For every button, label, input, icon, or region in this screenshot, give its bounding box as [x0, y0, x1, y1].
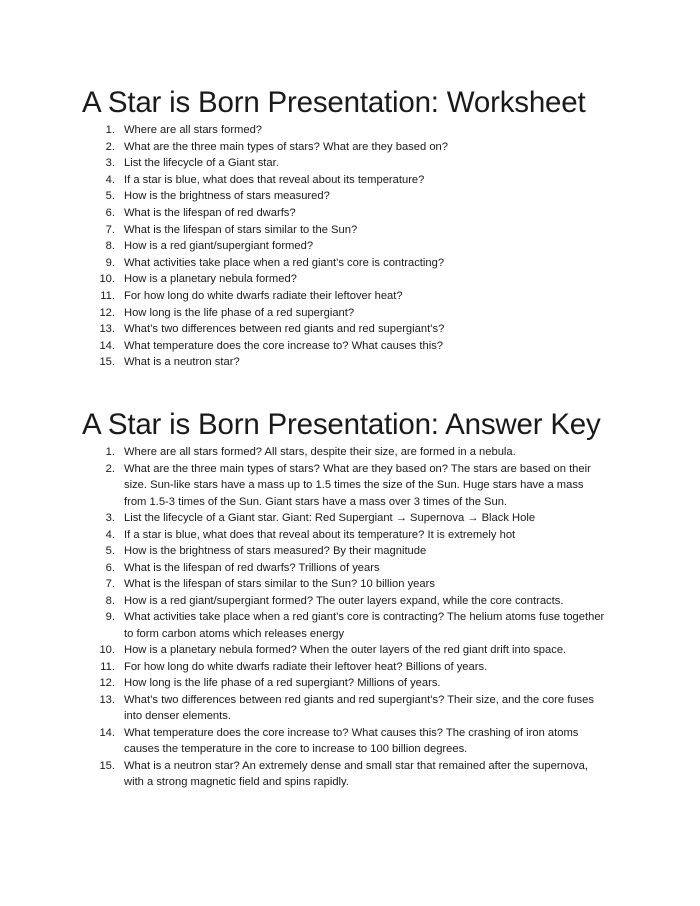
list-item — [0, 642, 606, 659]
item-number: 4. — [105, 173, 115, 186]
list-item — [0, 576, 606, 593]
list-item — [0, 609, 606, 642]
answer-text: Trillions of years — [298, 561, 380, 574]
question-text: List the lifecycle of a Giant star. — [124, 157, 279, 170]
question-text: What are the three main types of stars? What are they based on? — [124, 462, 448, 475]
question-text: What is the lifespan of red dwarfs? — [124, 206, 296, 219]
question-text: For how long do white dwarfs radiate their leftover heat? — [124, 289, 403, 302]
item-number: 1. — [105, 446, 115, 458]
answer-text: Millions of years. — [357, 677, 441, 689]
item-number: 3. — [105, 157, 115, 170]
question-text: How is a red giant/supergiant formed? — [124, 240, 314, 253]
list-item — [0, 222, 606, 239]
list-item — [0, 155, 606, 172]
item-number: 10. — [99, 644, 115, 656]
item-number: 1. — [105, 124, 115, 136]
question-text: How is the brightness of stars measured? — [124, 190, 330, 203]
list-item — [0, 560, 606, 577]
item-number: 15. — [99, 356, 115, 369]
question-text: How is the brightness of stars measured? — [124, 545, 330, 557]
item-number: 4. — [105, 528, 115, 541]
question-text: What is the lifespan of red dwarfs? — [124, 561, 296, 574]
item-number: 15. — [99, 759, 115, 772]
worksheet-question-list — [0, 122, 606, 371]
answer-key-list — [0, 444, 606, 791]
item-number: 7. — [105, 578, 115, 590]
question-text: How is a planetary nebula formed? — [124, 644, 297, 656]
list-item — [0, 510, 606, 527]
question-text: What temperature does the core increase to? What causes this? — [124, 339, 444, 352]
worksheet-title: A Star is Born Presentation: Worksheet — [82, 86, 586, 119]
question-text: If a star is blue, what does that reveal about its temperature? — [124, 173, 425, 186]
question-text: What activities take place when a red giant’s core is contracting? — [124, 256, 445, 269]
question-text: What is the lifespan of stars similar to the Sun? — [124, 578, 358, 590]
item-number: 8. — [105, 240, 115, 253]
question-text: How long is the life phase of a red supergiant? — [124, 677, 355, 689]
question-text: What are the three main types of stars? What are they based on? — [124, 140, 448, 153]
question-text: If a star is blue, what does that reveal about its temperature? — [124, 528, 425, 541]
question-text: What is a neutron star? — [124, 356, 240, 369]
list-item — [0, 543, 606, 560]
list-item — [0, 593, 606, 610]
question-text: What is the lifespan of stars similar to the Sun? — [124, 223, 358, 236]
item-number: 12. — [99, 306, 115, 319]
item-number: 13. — [99, 693, 115, 706]
question-text: What’s two differences between red giants and red supergiant’s? — [124, 323, 445, 336]
list-item — [0, 354, 606, 371]
question-text: What is a neutron star? — [124, 759, 240, 772]
answer-text: It is extremely hot — [427, 528, 516, 541]
item-number: 7. — [105, 223, 115, 236]
answer-text: By their magnitude — [332, 545, 427, 557]
list-item — [0, 188, 606, 205]
list-item — [0, 692, 606, 725]
item-number: 5. — [105, 545, 115, 557]
list-item — [0, 527, 606, 544]
list-item — [0, 288, 606, 305]
question-text: What temperature does the core increase to? What causes this? — [124, 726, 444, 739]
list-item — [0, 271, 606, 288]
question-text: What activities take place when a red giant’s core is contracting? — [124, 611, 445, 623]
answer-text: The helium atoms fuse together to form carbon atoms which releases energy — [124, 611, 605, 640]
list-item — [0, 255, 606, 272]
list-item — [0, 338, 606, 355]
item-number: 2. — [105, 462, 115, 475]
answer-text: The outer layers expand, while the core contracts. — [315, 594, 564, 607]
item-number: 11. — [100, 660, 115, 673]
item-number: 12. — [99, 677, 115, 689]
answer-key-title: A Star is Born Presentation: Answer Key — [82, 408, 601, 441]
item-number: 2. — [105, 140, 115, 153]
list-item — [0, 461, 606, 511]
answer-text: 10 billion years — [360, 578, 435, 590]
question-text: How is a red giant/supergiant formed? — [124, 594, 314, 607]
list-item — [0, 238, 606, 255]
list-item — [0, 321, 606, 338]
item-number: 14. — [99, 726, 115, 739]
list-item — [0, 444, 606, 461]
item-number: 14. — [99, 339, 115, 352]
list-item — [0, 305, 606, 322]
answer-text: All stars, despite their size, are formed in a nebula. — [264, 446, 516, 458]
item-number: 6. — [105, 206, 115, 219]
question-text: Where are all stars formed? — [124, 124, 263, 136]
answer-text: The crashing of iron atoms causes the temperature in the core to increase to 100 billion degrees. — [124, 726, 579, 755]
question-text: What’s two differences between red giants and red supergiant’s? — [124, 693, 445, 706]
list-item — [0, 139, 606, 156]
question-text: Where are all stars formed? — [124, 446, 263, 458]
item-number: 8. — [105, 594, 115, 607]
answer-text: Their size, and the core fuses into denser elements. — [124, 693, 594, 722]
question-text: How long is the life phase of a red supergiant? — [124, 306, 355, 319]
question-text: List the lifecycle of a Giant star. — [124, 512, 279, 524]
list-item — [0, 122, 606, 139]
item-number: 13. — [99, 323, 115, 336]
item-number: 9. — [105, 611, 115, 623]
list-item — [0, 205, 606, 222]
answer-text: Billions of years. — [405, 660, 488, 673]
item-number: 3. — [105, 512, 115, 524]
answer-text: Giant: Red Supergiant → Supernova → Black Hole — [281, 512, 536, 524]
question-text: How is a planetary nebula formed? — [124, 273, 297, 286]
answer-text: An extremely dense and small star that remained after the supernova, with a strong magnetic field and spins rapidly. — [124, 759, 588, 788]
item-number: 10. — [99, 273, 115, 286]
list-item — [0, 725, 606, 758]
list-item — [0, 172, 606, 189]
answer-text: The stars are based on their size. Sun-like stars have a mass up to 1.5 times the size of the Sun. Huge stars have a mass from 1.5-3 times of the Sun. Giant stars have a mass over 3 times of the Sun. — [124, 462, 591, 508]
question-text: For how long do white dwarfs radiate their leftover heat? — [124, 660, 403, 673]
item-number: 11. — [100, 289, 115, 302]
list-item — [0, 675, 606, 692]
answer-text: When the outer layers of the red giant drift into space. — [300, 644, 567, 656]
list-item — [0, 659, 606, 676]
item-number: 6. — [105, 561, 115, 574]
list-item — [0, 758, 606, 791]
item-number: 9. — [105, 256, 115, 269]
item-number: 5. — [105, 190, 115, 203]
